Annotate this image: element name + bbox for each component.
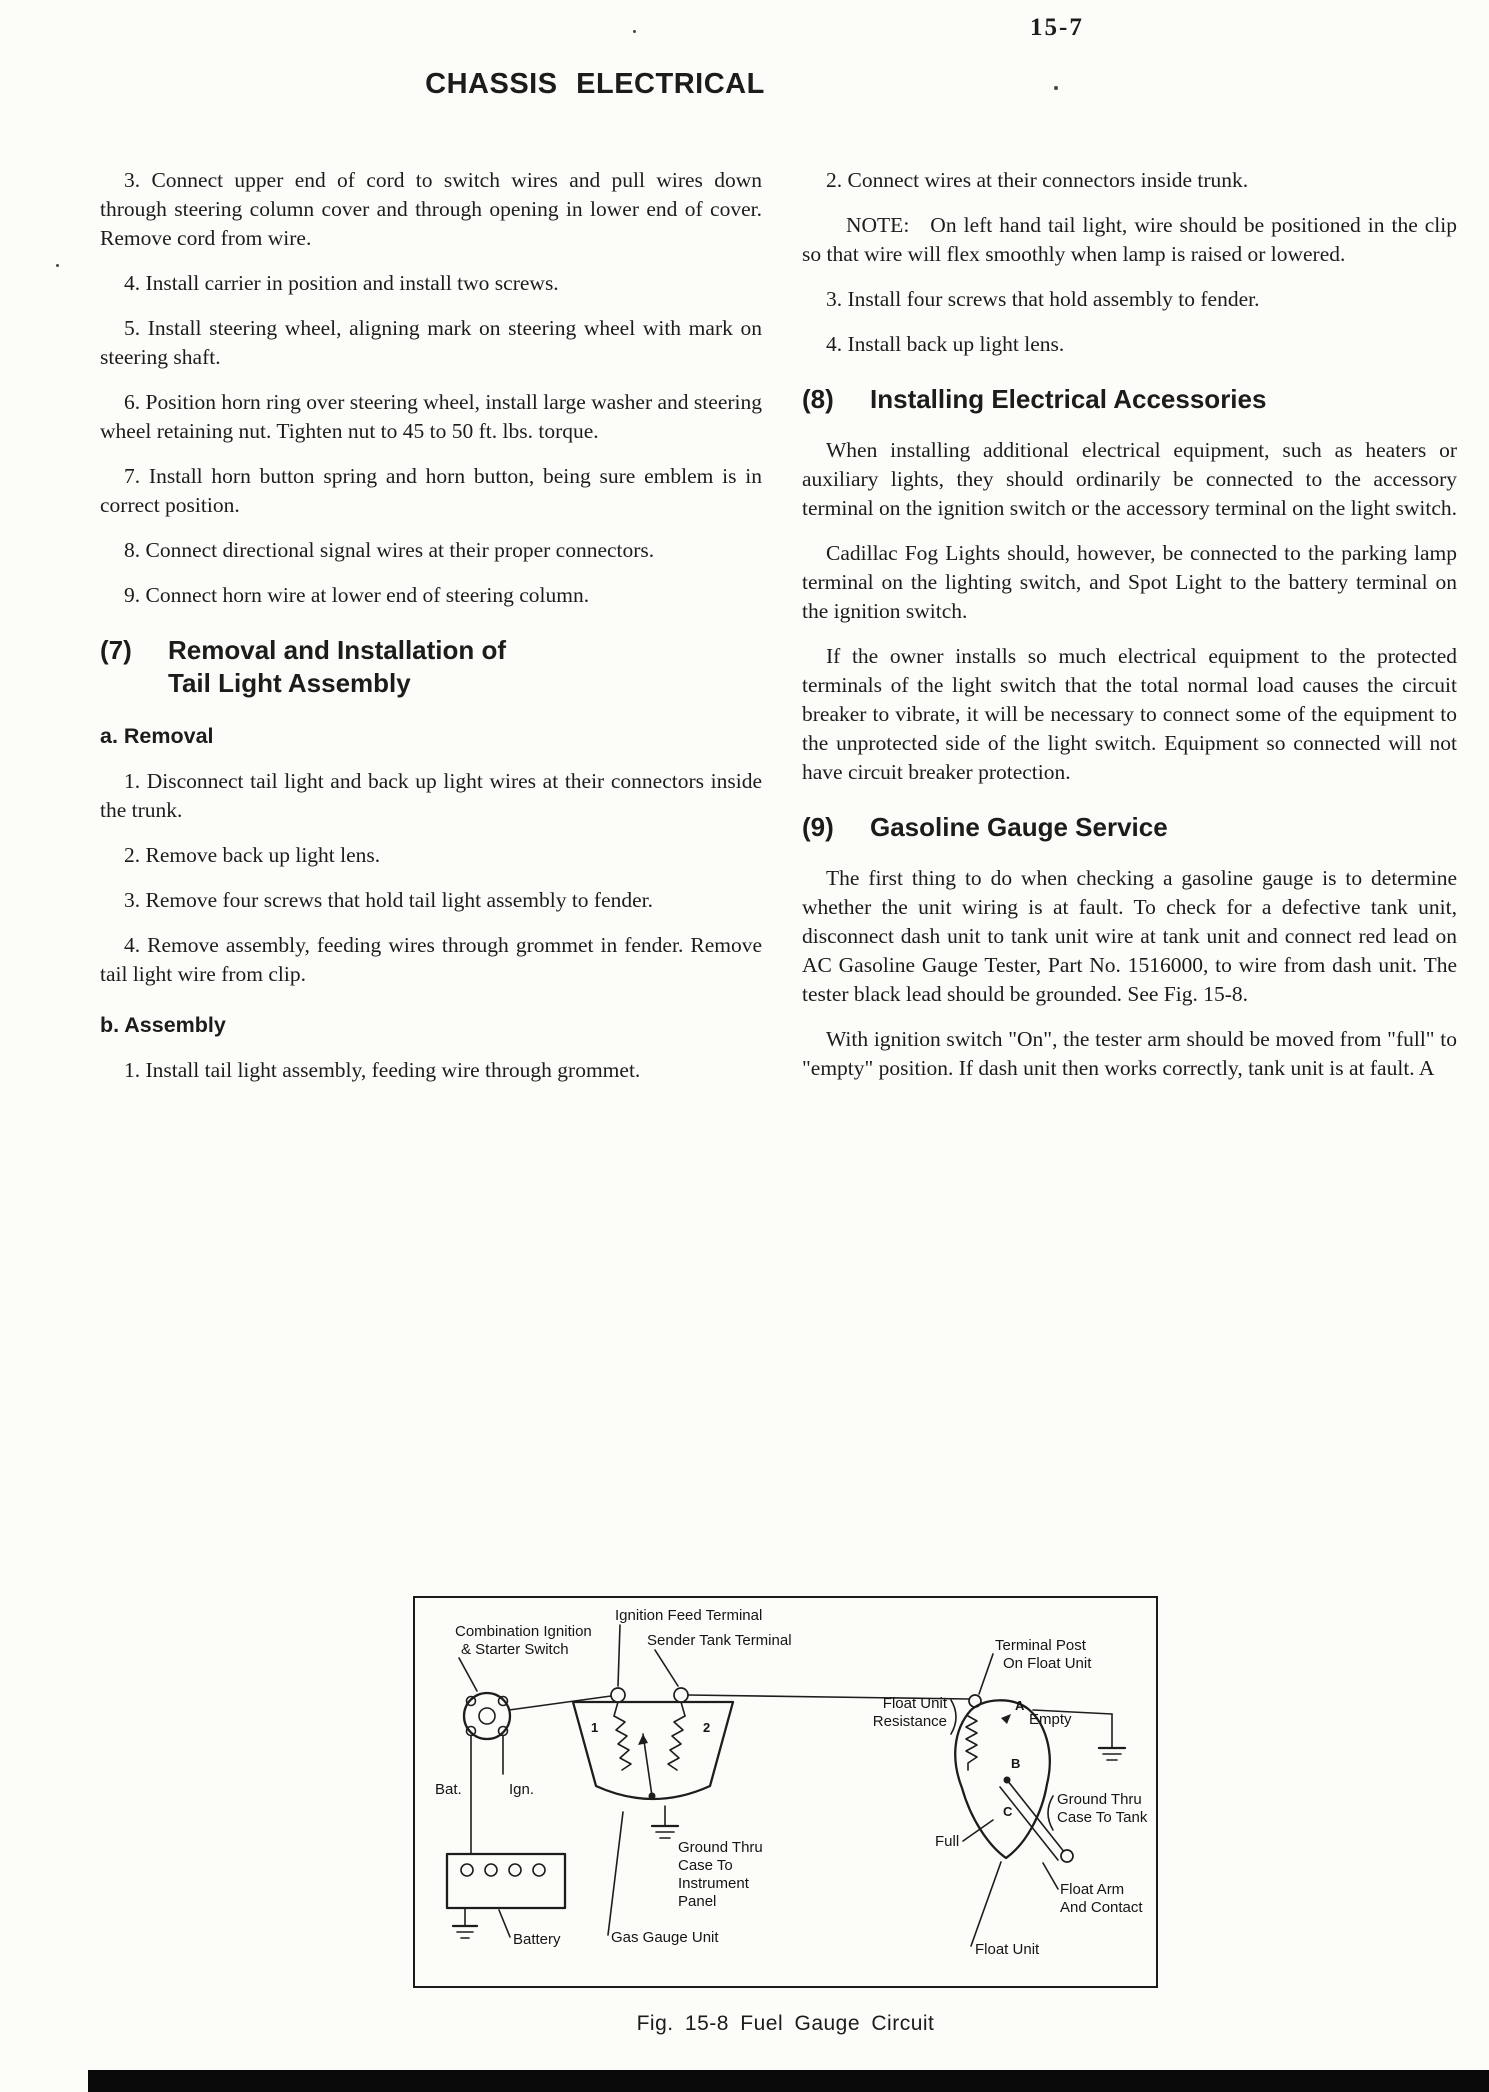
ign-terminal-label: Ign. [509, 1781, 535, 1798]
section-title: Installing Electrical Accessories [870, 384, 1267, 414]
float-resistance-label: Resistance [872, 1713, 947, 1730]
step-paragraph: 5. Install steering wheel, aligning mark on steering wheel with mark on steering shaft. [100, 316, 762, 369]
section-number: (8) [802, 384, 834, 414]
section-title [168, 634, 506, 700]
contact-b-label: B [1011, 1756, 1021, 1771]
step-paragraph: 9. Connect horn wire at lower end of steering column. [124, 583, 590, 607]
ignition-feed-terminal-label: Ignition Feed Terminal [615, 1607, 763, 1624]
ignition-starter-switch [464, 1693, 510, 1854]
coil-1-label: 1 [591, 1720, 599, 1735]
contact-c-label: C [1003, 1804, 1013, 1819]
gas-gauge-unit [573, 1688, 733, 1800]
step-paragraph: 2. Connect wires at their connectors inside trunk. [826, 168, 1249, 192]
step-paragraph: 8. Connect directional signal wires at their proper connectors. [124, 538, 655, 562]
note-paragraph: NOTE: On left hand tail light, wire should be positioned in the clip so that wire will flex smoothly when lamp is raised or lowered. [802, 213, 1457, 266]
section-title: Gasoline Gauge Service [870, 812, 1168, 842]
scan-edge-artifact [88, 2070, 1489, 2092]
left-column [100, 166, 762, 1101]
step-paragraph: 3. Install four screws that hold assembly to fender. [826, 287, 1260, 311]
section-heading-8 [802, 383, 1457, 416]
combo-switch-label: Combination Ignition [455, 1623, 592, 1640]
ground-instrument-label: Instrument [678, 1875, 749, 1892]
figure-caption: Fig. 15-8 Fuel Gauge Circuit [636, 2012, 935, 2035]
coil-2-label: 2 [703, 1720, 711, 1735]
scan-speck [1054, 86, 1058, 90]
body-paragraph: With ignition switch "On", the tester arm should be moved from "full" to "empty" position. If dash unit then works correctly, tank unit is at fault. A [802, 1027, 1457, 1080]
body-paragraph: When installing additional electrical equipment, such as heaters or auxiliary lights, they should ordinarily be connected to the accessory terminal on the ignition switch or the accessory terminal on the light switch. [802, 438, 1458, 520]
section-number: (7) [100, 635, 132, 665]
section-heading-9 [802, 811, 1457, 844]
body-paragraph: Cadillac Fog Lights should, however, be connected to the parking lamp terminal on the lighting switch, and Spot Light to the battery terminal on the ignition switch. [802, 541, 1457, 623]
section-title-line: Tail Light Assembly [168, 668, 411, 698]
fuel-gauge-circuit-diagram [415, 1598, 1156, 1984]
ground-instrument-panel-symbol [652, 1806, 678, 1838]
empty-label: Empty [1029, 1711, 1072, 1728]
ground-tank-label: Ground Thru [1057, 1791, 1142, 1808]
terminal-post-label: On Float Unit [1003, 1655, 1092, 1672]
battery-label: Battery [513, 1931, 561, 1948]
float-arm-label: Float Arm [1060, 1881, 1125, 1898]
subsection-heading-a: a. Removal [100, 724, 214, 748]
step-paragraph: 4. Install carrier in position and install two screws. [124, 271, 559, 295]
step-paragraph: 4. Install back up light lens. [826, 332, 1065, 356]
gas-gauge-unit-label: Gas Gauge Unit [611, 1929, 719, 1946]
step-paragraph: 6. Position horn ring over steering wheel, install large washer and steering wheel retaining nut. Tighten nut to 45 to 50 ft. lbs. torque. [100, 390, 762, 443]
page-title: CHASSIS ELECTRICAL [425, 68, 765, 100]
step-paragraph: 1. Install tail light assembly, feeding wire through grommet. [124, 1058, 641, 1082]
float-unit-label: Float Unit [975, 1941, 1040, 1958]
float-resistance-label: Float Unit [882, 1695, 947, 1712]
scan-speck [56, 264, 59, 267]
step-paragraph: 2. Remove back up light lens. [124, 843, 381, 867]
float-arm-label: And Contact [1060, 1899, 1143, 1916]
combo-switch-label: & Starter Switch [461, 1641, 569, 1658]
figure-15-8 [413, 1596, 1158, 1988]
ground-instrument-label: Panel [678, 1893, 717, 1910]
subsection-heading-b: b. Assembly [100, 1013, 226, 1037]
step-paragraph: 4. Remove assembly, feeding wires through grommet in fender. Remove tail light wire from clip. [100, 933, 762, 986]
section-title-line: Removal and Installation of [168, 635, 507, 665]
step-paragraph: 7. Install horn button spring and horn button, being sure emblem is in correct position. [100, 464, 762, 517]
terminal-post-label: Terminal Post [995, 1637, 1086, 1654]
ground-instrument-label: Case To [678, 1857, 733, 1874]
step-paragraph: 1. Disconnect tail light and back up light wires at their connectors inside the trunk. [100, 769, 762, 822]
full-label: Full [935, 1833, 960, 1850]
right-column [802, 166, 1457, 1101]
page-number: 15-7 [1030, 14, 1084, 41]
body-paragraph: If the owner installs so much electrical equipment to the protected terminals of the light switch that the total normal load causes the circuit breaker to vibrate, it will be necessary to connect some of the equipment to the unprotected side of the light switch. Equipment so connected will not have circuit breaker protection. [802, 644, 1457, 784]
section-number: (9) [802, 812, 834, 842]
sender-tank-terminal-label: Sender Tank Terminal [647, 1632, 792, 1649]
bat-terminal-label: Bat. [435, 1781, 462, 1798]
step-paragraph: 3. Remove four screws that hold tail light assembly to fender. [124, 888, 654, 912]
ground-instrument-label: Ground Thru [678, 1839, 763, 1856]
body-paragraph: The first thing to do when checking a gasoline gauge is to determine whether the unit wiring is at fault. To check for a defective tank unit, disconnect dash unit to tank unit wire at tank unit and connect red lead on AC Gasoline Gauge Tester, Part No. 1516000, to wire from dash unit. The tester black lead should be grounded. See Fig. 15-8. [802, 866, 1457, 1006]
contact-a-label: A [1015, 1698, 1025, 1713]
scan-speck [633, 30, 636, 33]
text-columns [100, 166, 1457, 1101]
section-heading-7 [100, 634, 762, 700]
step-paragraph: 3. Connect upper end of cord to switch wires and pull wires down through steering column cover and through opening in lower end of cover. Remove cord from wire. [100, 168, 762, 250]
ground-tank-label: Case To Tank [1057, 1809, 1148, 1826]
